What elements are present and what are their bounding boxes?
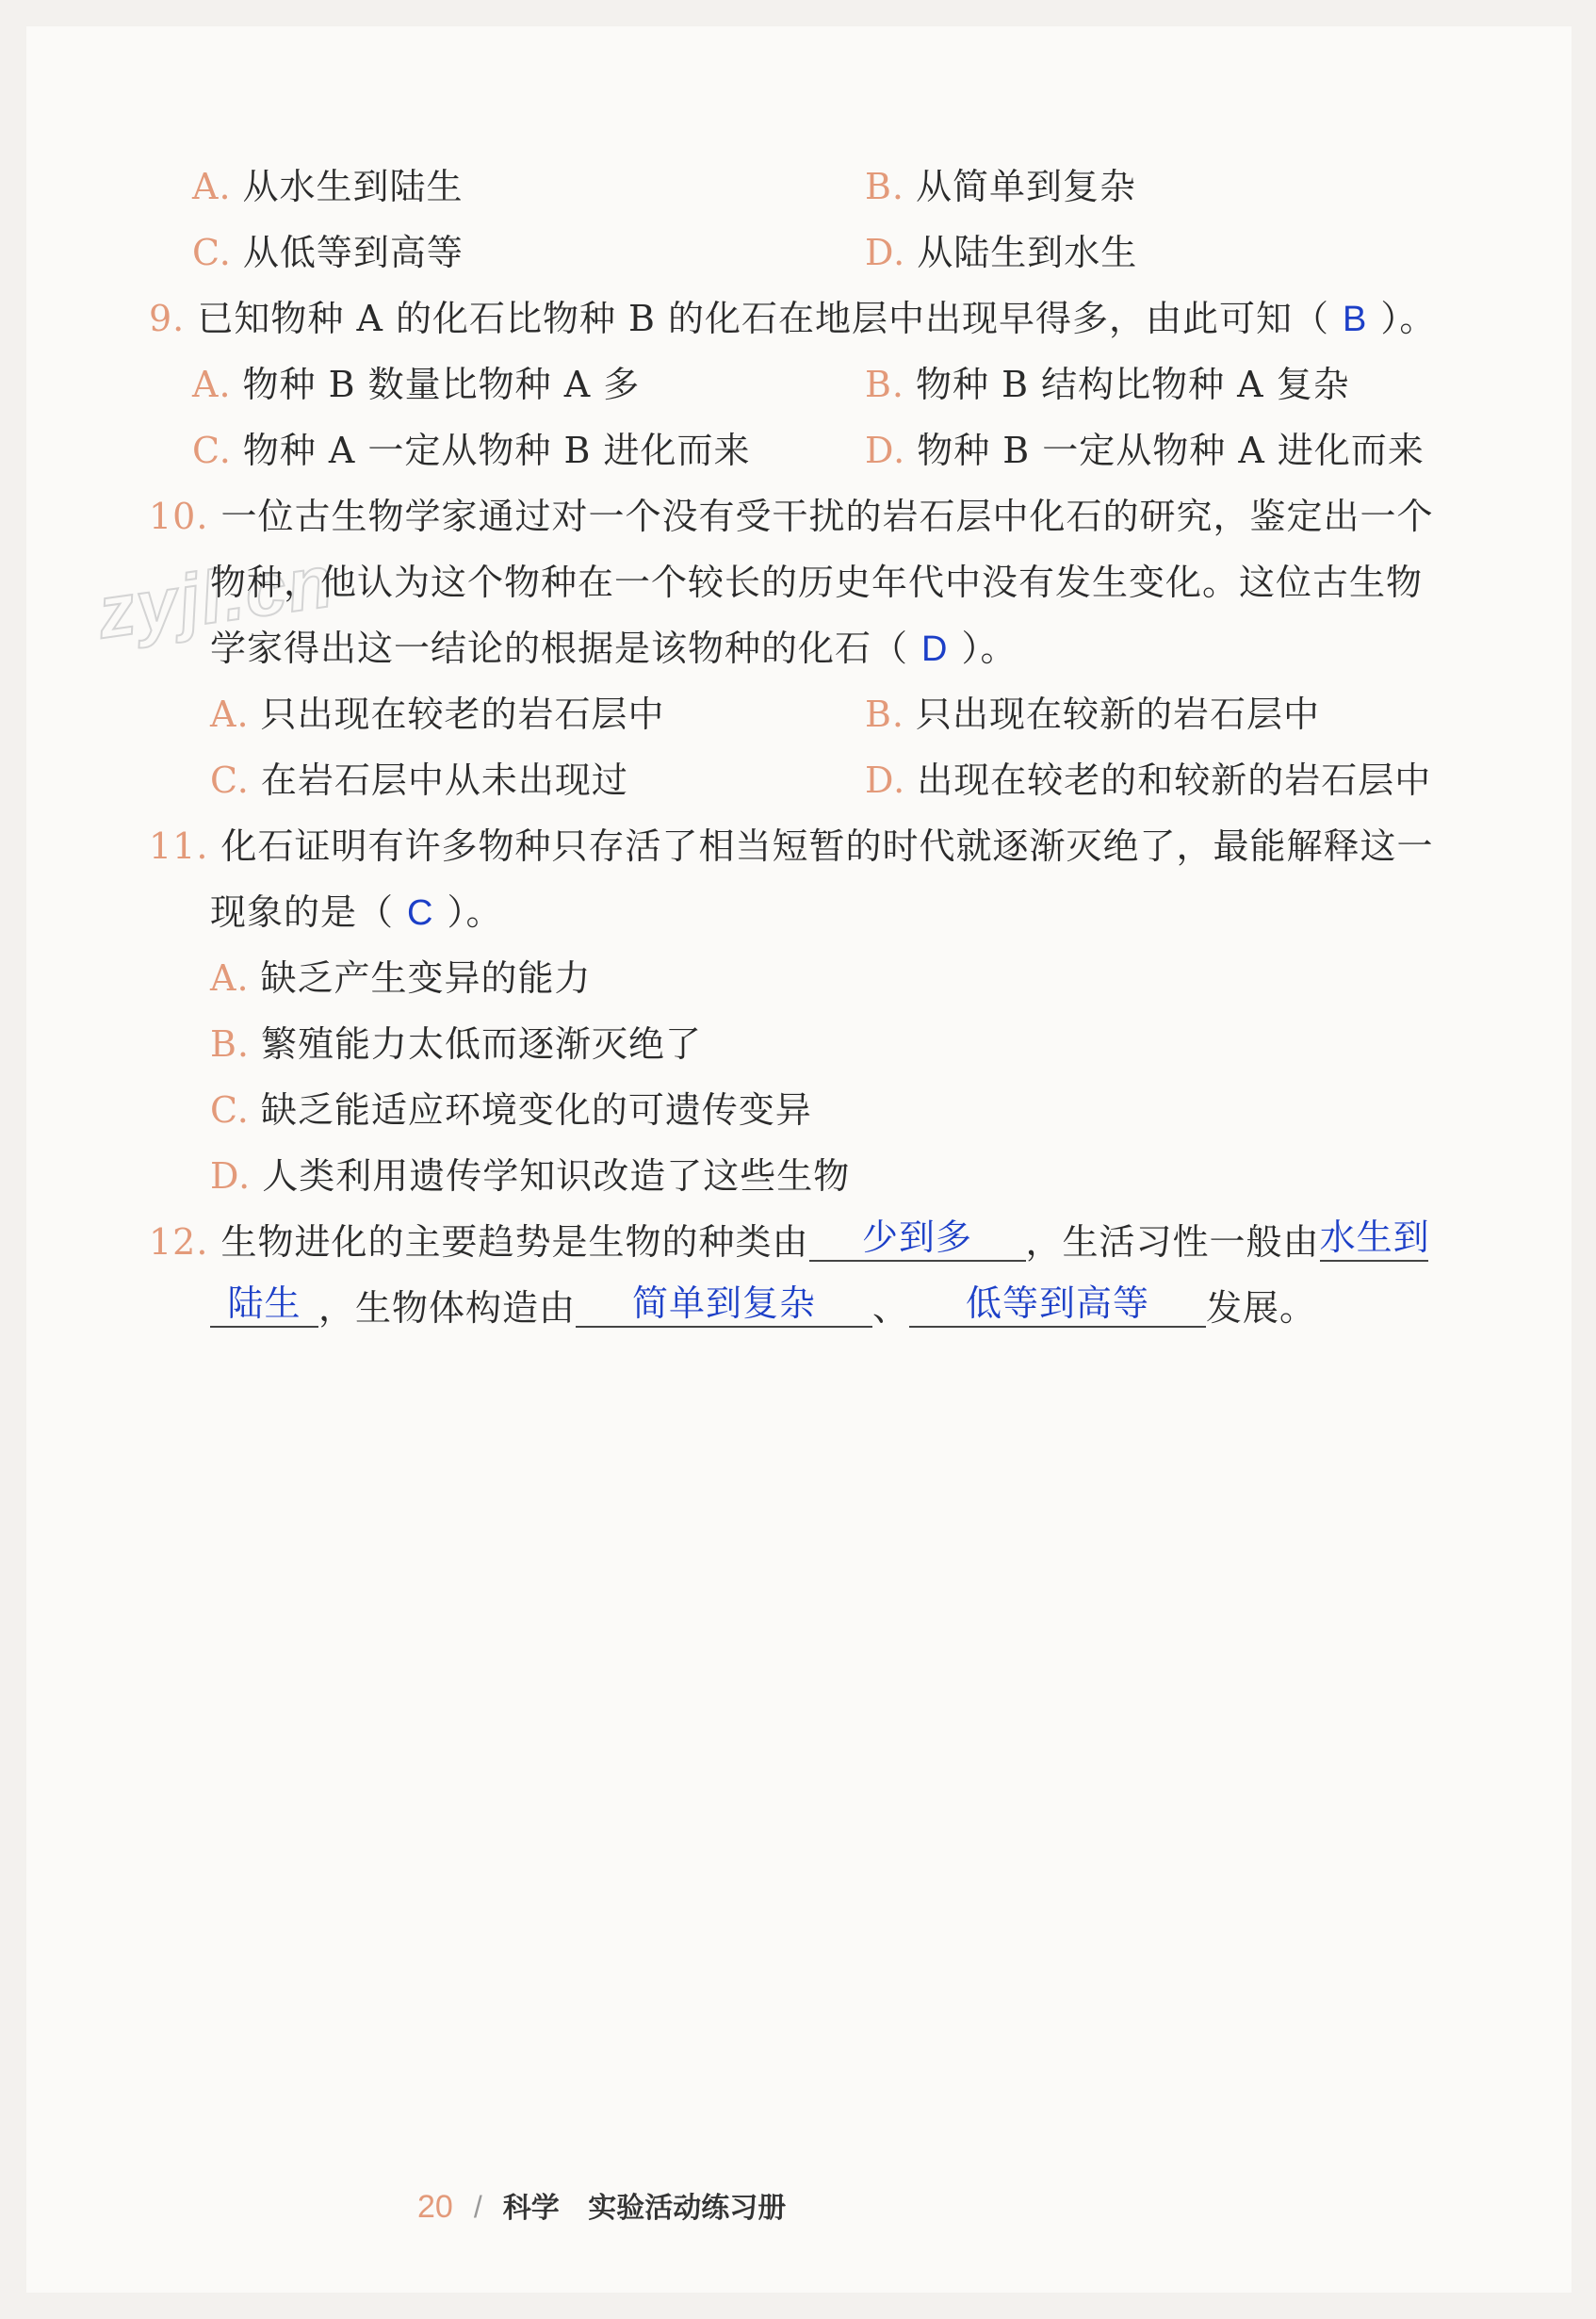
q9-option-b [865,361,1350,408]
text-fragment: 从低等到高等 [242,232,464,273]
text-fragment: C. [192,430,232,471]
q10-option-b [865,691,1320,738]
text-fragment: 只出现在较老的岩石层中 [260,694,665,735]
q11-option-a [210,955,592,1002]
text-fragment: C. [192,232,232,273]
text-fragment: / [473,2190,482,2224]
q9-option-c [192,427,751,474]
q9-number: 9. [149,298,186,339]
text-fragment: ）。 [961,628,1018,669]
text-fragment: 、 [872,1287,910,1329]
q10-option-a [210,691,665,738]
q8-option-c [192,229,464,276]
text-fragment: D. [210,1155,252,1197]
text-fragment: 一位古生物学家通过对一个没有受干扰的岩石层中化石的研究，鉴定出一个 [220,496,1434,537]
text-fragment: D. [865,232,906,273]
q11-option-b [210,1021,702,1068]
q12-blank-2a: 水生到 [1320,1217,1428,1262]
text-fragment: A. [192,166,232,207]
q10-answer: D [921,629,949,669]
text-fragment: A. [210,957,250,999]
text-fragment: 缺乏能适应环境变化的可遗传变异 [260,1089,812,1131]
q11-answer: C [407,893,434,933]
text-fragment: D. [865,759,906,801]
text-fragment: 在岩石层中从未出现过 [260,759,628,801]
q8-option-a [192,163,464,210]
q9-stem [149,295,1436,343]
q12-blank-2b: 陆生 [210,1282,318,1328]
text-fragment: B. [865,166,905,207]
text-fragment: C. [210,1089,250,1131]
q11-option-d [210,1152,850,1200]
q8-option-b [865,163,1136,210]
text-fragment: 物种 B 结构比物种 A 复杂 [916,364,1350,405]
text-fragment: 物种 A 一定从物种 B 进化而来 [242,430,751,471]
text-fragment: ）。 [447,891,503,933]
text-fragment: 缺乏产生变异的能力 [260,957,592,999]
q12-number: 12. [149,1221,209,1263]
q12-line2 [210,1284,1316,1331]
text-fragment: B. [865,694,905,735]
text-fragment: 只出现在较新的岩石层中 [916,694,1321,735]
q12-blank-1: 少到多 [809,1217,1026,1262]
text-fragment: 人类利用遗传学知识改造了这些生物 [262,1155,851,1197]
text-fragment: 从陆生到水生 [917,232,1138,273]
q10-stem-line1 [149,493,1434,540]
text-fragment: 繁殖能力太低而逐渐灭绝了 [261,1023,703,1065]
worksheet-page [26,26,1572,2293]
footer-subject: 科学 [502,2192,560,2225]
page-footer [417,2188,786,2228]
q10-stem-line2: 物种，他认为这个物种在一个较长的历史年代中没有发生变化。这位古生物 [210,562,1424,603]
text-fragment: ）。 [1380,298,1437,339]
text-fragment: 已知物种 A 的化石比物种 B 的化石在地层中出现早得多，由此可知（ [197,298,1330,339]
q9-answer: B [1343,300,1368,339]
q9-option-a [192,361,640,408]
q11-option-c [210,1086,812,1134]
q8-option-d [865,229,1137,276]
text-fragment: 物种 B 一定从物种 A 进化而来 [917,430,1425,471]
text-fragment: 学家得出这一结论的根据是该物种的化石（ [210,628,909,669]
q11-number: 11. [149,825,209,867]
text-fragment: 出现在较老的和较新的岩石层中 [917,759,1432,801]
text-fragment: ，生活习性一般由 [1025,1221,1320,1263]
q10-stem-line3 [210,625,1017,673]
text-fragment: 发展。 [1206,1287,1317,1329]
page-number: 20 [417,2189,453,2225]
q12-blank-3: 简单到复杂 [576,1282,872,1328]
q10-number: 10. [149,496,209,537]
text-fragment: 生物进化的主要趋势是生物的种类由 [220,1221,809,1263]
text-fragment: C. [210,759,250,801]
q10-option-d [865,757,1431,804]
text-fragment: A. [192,364,232,405]
text-fragment: 现象的是（ [210,891,395,933]
q11-stem-line2 [210,889,502,937]
text-fragment: A. [210,694,250,735]
q9-option-d [865,427,1425,474]
text-fragment: B. [210,1023,251,1065]
watermark: zyjl.cn [92,538,340,655]
q12-line1 [149,1218,1428,1266]
text-fragment: 物种 B 数量比物种 A 多 [242,364,641,405]
text-fragment: 化石证明有许多物种只存活了相当短暂的时代就逐渐灭绝了，最能解释这一 [220,825,1434,867]
q12-blank-4: 低等到高等 [909,1282,1206,1328]
q11-stem-line1 [149,823,1434,870]
text-fragment: D. [865,430,906,471]
text-fragment: 从水生到陆生 [242,166,464,207]
text-fragment: 从简单到复杂 [916,166,1137,207]
text-fragment: B. [865,364,905,405]
footer-book-title: 实验活动练习册 [588,2192,787,2225]
text-fragment: ，生物体构造由 [318,1287,577,1329]
q10-option-c [210,757,628,804]
